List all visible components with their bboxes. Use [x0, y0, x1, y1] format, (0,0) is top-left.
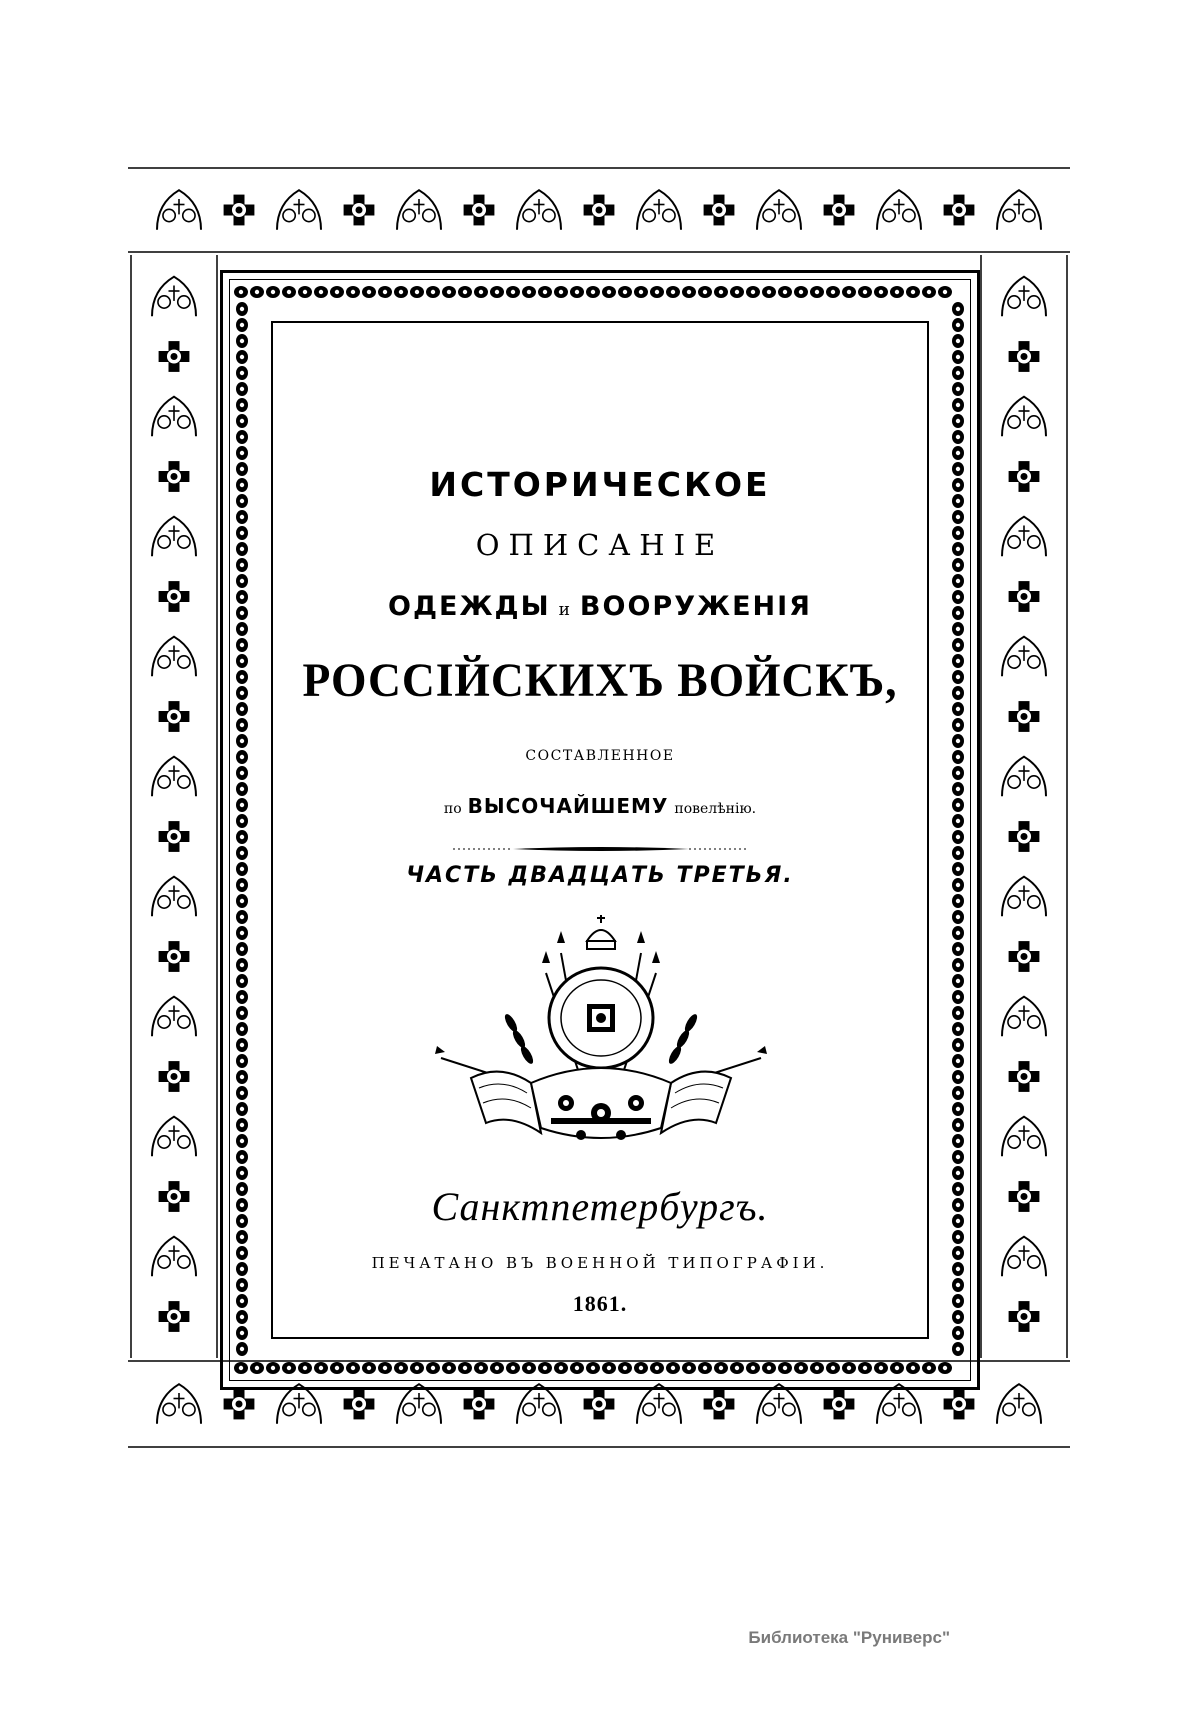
- ornament-border-left: [128, 255, 220, 1358]
- bead-chain-icon: [233, 301, 251, 1359]
- decorative-rule: [453, 844, 749, 854]
- title-word-command: повелѣнію.: [674, 801, 757, 817]
- publication-year: 1861.: [572, 1291, 628, 1316]
- title-text-area: [271, 321, 929, 1339]
- title-word-clothing: ОДЕЖДЫ: [388, 591, 551, 622]
- title-word-by: по: [443, 801, 462, 817]
- title-word-highest: ВЫСОЧАЙШЕМУ: [467, 794, 669, 818]
- printer-line: ПЕЧАТАНО ВЪ ВОЕННОЙ ТИПОГРАФІИ.: [371, 1254, 829, 1272]
- title-line-compiled: СОСТАВЛЕННОЕ: [525, 748, 675, 764]
- title-line-clothing-arms: [273, 591, 927, 622]
- bead-chain-icon: [949, 301, 967, 1359]
- bead-border-left: [233, 301, 251, 1359]
- title-line-russian-troops: РОССІЙСКИХЪ ВОЙСКЪ,: [302, 654, 898, 707]
- title-line-description: ОПИСАНІЕ: [475, 528, 725, 562]
- part-number: ЧАСТЬ ДВАДЦАТЬ ТРЕТЬЯ.: [406, 863, 794, 888]
- title-line-historical: ИСТОРИЧЕСКОЕ: [429, 465, 771, 504]
- bead-border-bottom: [233, 1359, 967, 1377]
- title-panel: [220, 270, 980, 1390]
- bead-chain-icon: [233, 1359, 967, 1377]
- title-word-arms: ВООРУЖЕНІЯ: [579, 591, 812, 622]
- title-line-imperial-command: [273, 794, 927, 818]
- cross-scroll-ornament-icon: [128, 165, 1070, 255]
- bead-border-right: [949, 301, 967, 1359]
- cross-scroll-ornament-icon: [978, 255, 1070, 1358]
- bead-chain-icon: [233, 283, 967, 301]
- ornament-border-top: [128, 165, 1070, 255]
- bead-border-top: [233, 283, 967, 301]
- ornament-border-right: [978, 255, 1070, 1358]
- library-watermark: Библиотека "Руниверс": [748, 1628, 950, 1647]
- military-trophy-crown-emblem-icon: [431, 913, 771, 1153]
- cross-scroll-ornament-icon: [128, 255, 220, 1358]
- place-of-publication: Санктпетербургъ.: [431, 1184, 769, 1229]
- title-word-and: и: [558, 600, 572, 620]
